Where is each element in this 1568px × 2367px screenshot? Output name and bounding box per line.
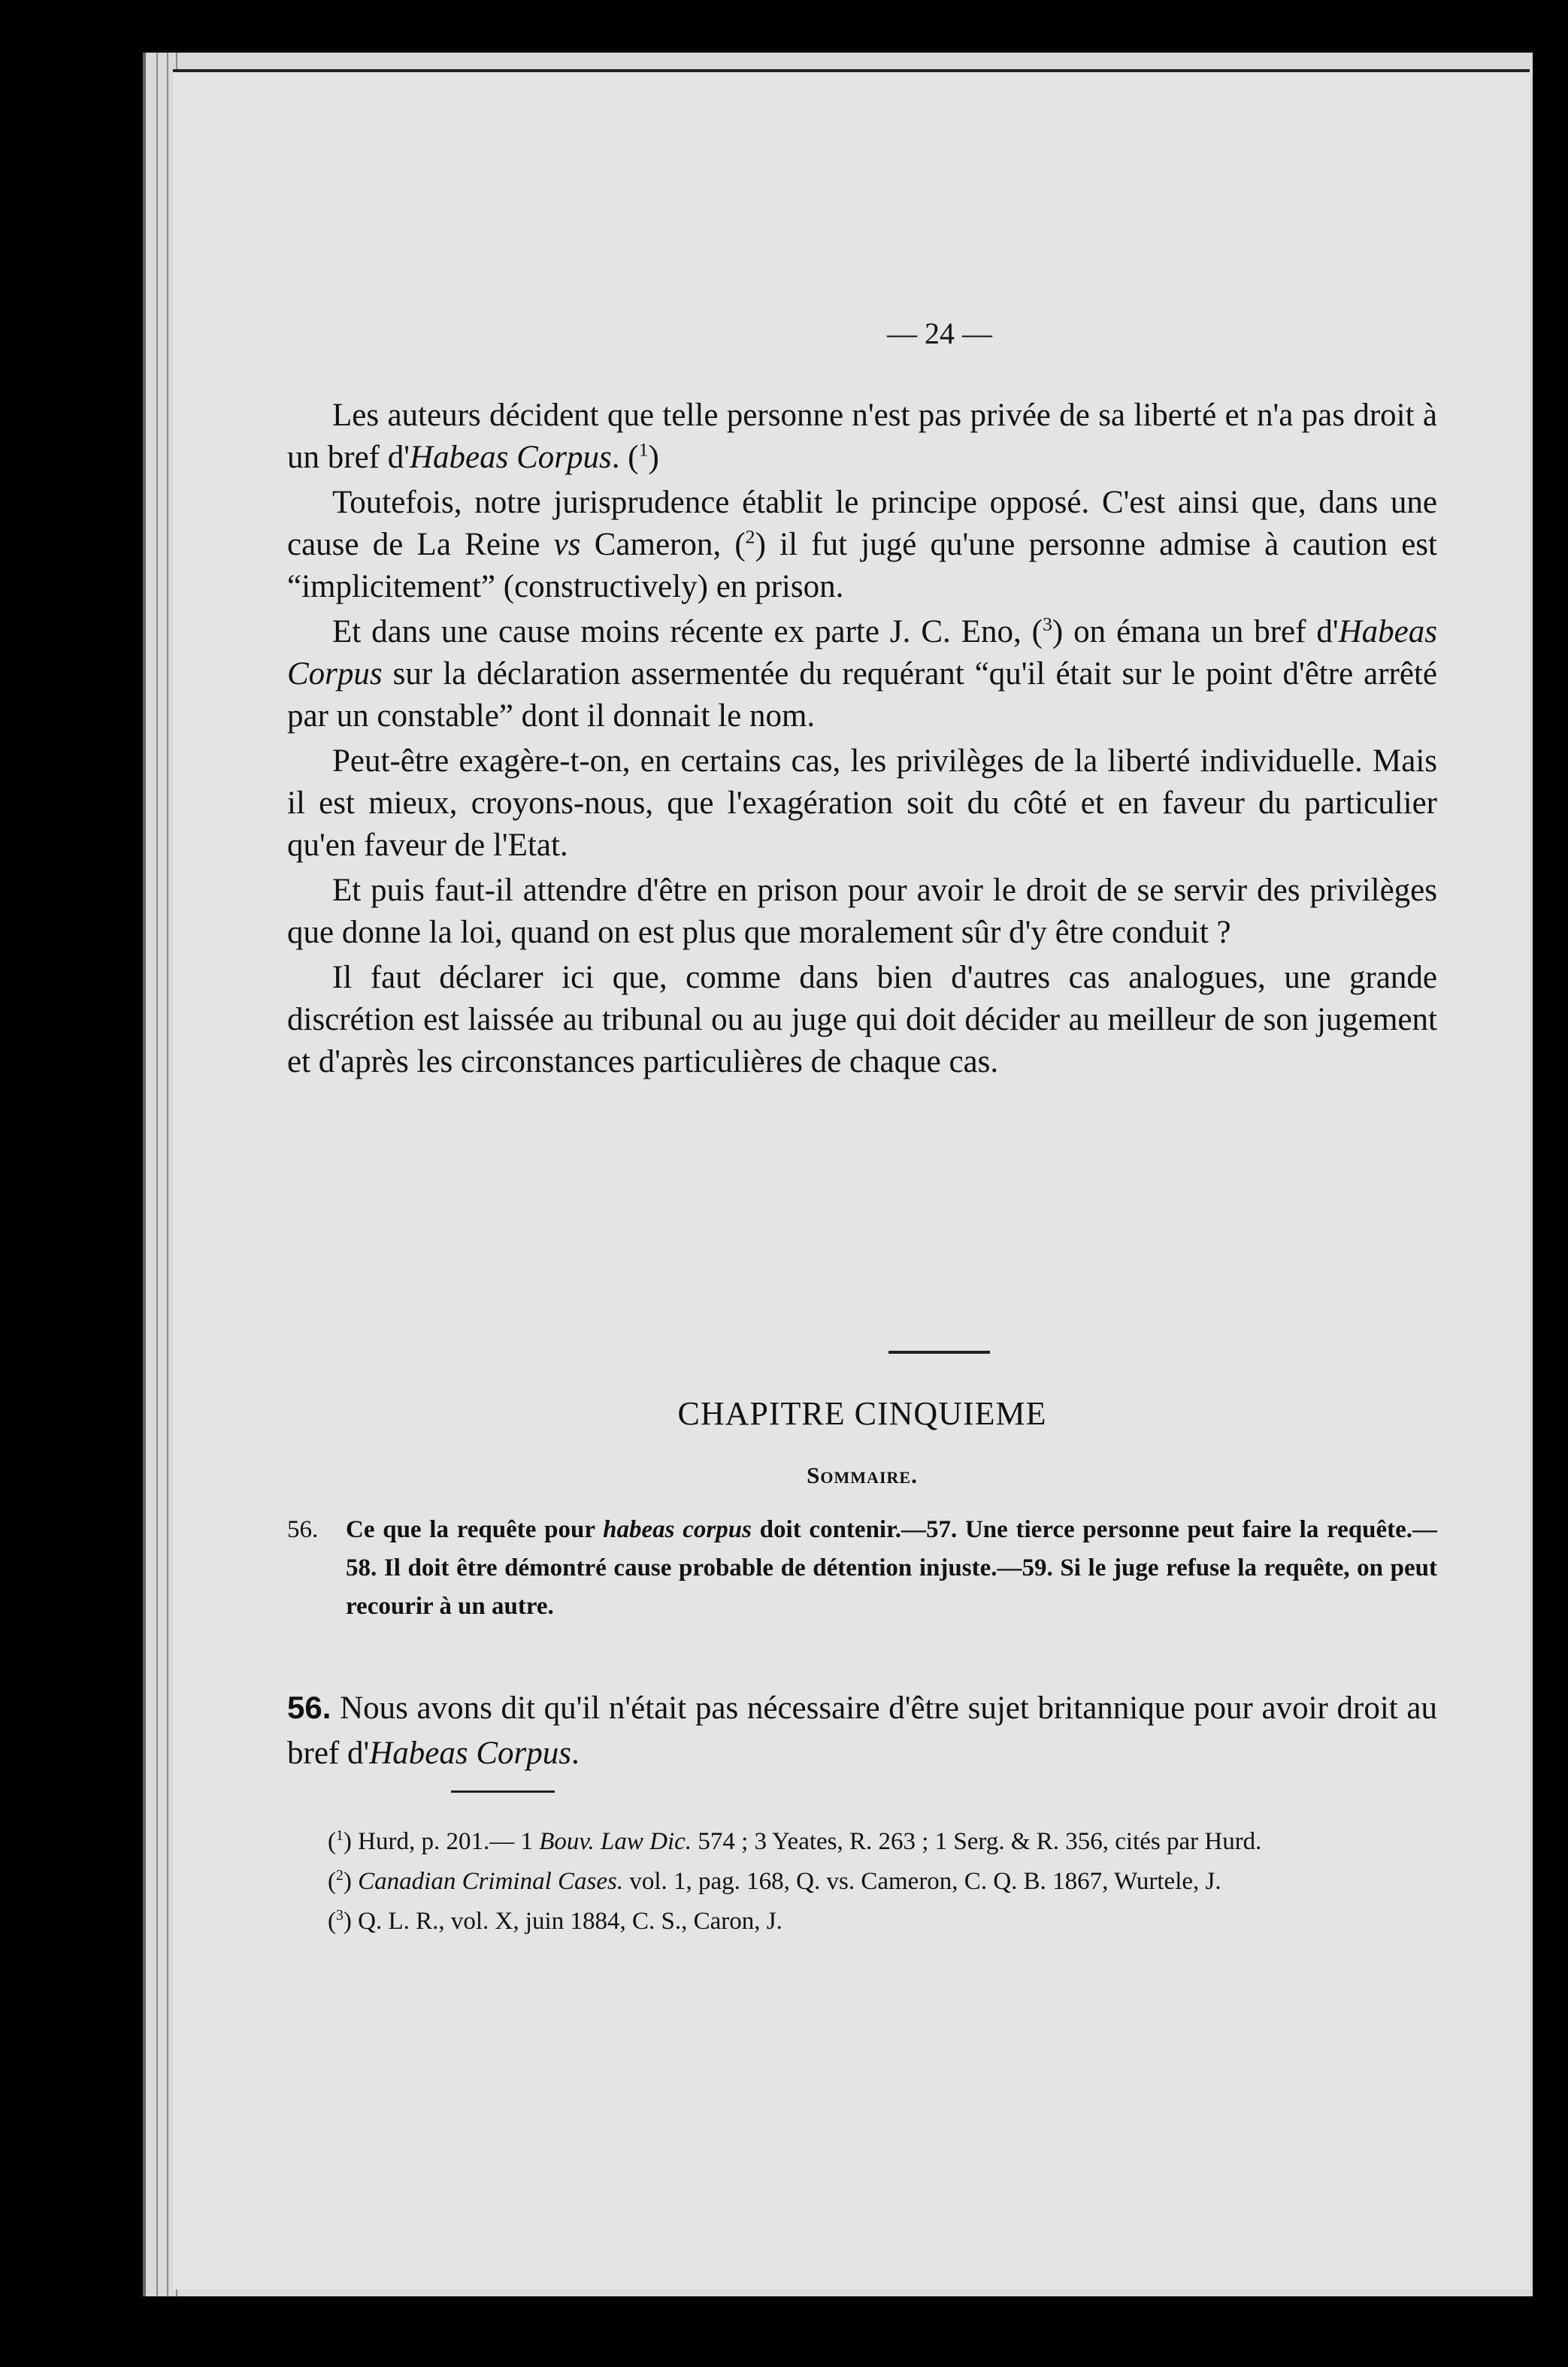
section-56-text: Nous avons dit qu'il n'était pas nécessaire d'être sujet britannique pour avoir droit au bref d'Habeas Corpus. bbox=[287, 1690, 1437, 1771]
chapter-title: CHAPITRE CINQUIEME bbox=[677, 1395, 1047, 1432]
footnotes bbox=[287, 1823, 1437, 1942]
chapter-summary bbox=[287, 1511, 1437, 1626]
paragraph: Les auteurs décident que telle personne n'est pas privée de sa liberté et n'a pas droit à un bref d'Habeas Corpus. ($^1$) bbox=[287, 398, 1437, 475]
footnote: ($^1$) Hurd, p. 201.— 1 Bouv. Law Dic. 574 ; 3 Yeates, R. 263 ; 1 Serg. & R. 356, cités par Hurd. bbox=[328, 1827, 1262, 1855]
italic-text: Habeas Corpus bbox=[369, 1736, 572, 1771]
paragraph: Peut-être exagère-t-on, en certains cas, les privilèges de la liberté individuelle. Mais il est mieux, croyons-nous, que l'exagération soit du côté et en faveur du particulier qu'en faveur de l'Etat. bbox=[287, 743, 1437, 863]
chapter-divider bbox=[888, 1351, 990, 1354]
paragraph: Toutefois, notre jurisprudence établit le principe opposé. C'est ainsi que, dans une cause de La Reine vs Cameron, ($^2$) il fut jugé qu'une personne admise à caution est “implicitement” (constructively) en prison. bbox=[287, 485, 1437, 604]
section-56-paragraph bbox=[287, 1685, 1437, 1776]
footnote-marker: 1 bbox=[638, 438, 649, 461]
italic-text: vs bbox=[553, 527, 581, 562]
body-text bbox=[287, 395, 1437, 1083]
italic-text: habeas corpus bbox=[603, 1516, 752, 1543]
page-number: — 24 — bbox=[887, 316, 992, 350]
italic-text: Habeas Corpus bbox=[409, 440, 612, 475]
paragraph: Et dans une cause moins récente ex parte J. C. Eno, ($^3$) on émana un bref d'Habeas Corpus sur la déclaration assermentée du requérant “qu'il était sur le point d'être arrêté par un constable” dont il donnait le nom. bbox=[287, 613, 1437, 734]
footnote: ($^3$) Q. L. R., vol. X, juin 1884, C. S., Caron, J. bbox=[328, 1907, 782, 1935]
footnote-marker: 1 bbox=[336, 1827, 344, 1844]
paragraph: Et puis faut-il attendre d'être en prison pour avoir le droit de se servir des privilèges que donne la loi, quand on est plus que moralement sûr d'y être conduit ? bbox=[287, 873, 1437, 950]
paragraph: Il faut déclarer ici que, comme dans bien d'autres cas analogues, une grande discrétion est laissée au tribunal ou au juge qui doit décider au meilleur de son jugement et d'après les circonstances particulières de chaque cas. bbox=[287, 960, 1437, 1079]
page-edge bbox=[156, 53, 158, 2296]
italic-text: Habeas Corpus bbox=[287, 614, 1437, 692]
summary-text: Ce que la requête pour habeas corpus doit contenir.—57. Une tierce personne peut faire la requête.—58. Il doit être démontré cause probable de détention injuste.—59. Si le juge refuse la requête, on peut recourir à un autre. bbox=[346, 1516, 1438, 1620]
footnote-marker: 2 bbox=[745, 525, 755, 548]
footnote: ($^2$) Canadian Criminal Cases. vol. 1, pag. 168, Q. vs. Cameron, C. Q. B. 1867, Wurtele, J. bbox=[328, 1867, 1221, 1895]
page-edge bbox=[167, 53, 168, 2296]
footnote-marker: 3 bbox=[336, 1907, 344, 1924]
italic-text: Bouv. Law Dic. bbox=[539, 1828, 692, 1855]
footnote-marker: 2 bbox=[336, 1867, 344, 1884]
italic-text: Canadian Criminal Cases. bbox=[358, 1868, 624, 1895]
section-number: 56. bbox=[287, 1690, 331, 1725]
summary-number: 56. bbox=[287, 1516, 319, 1543]
sommaire-heading: Sommaire. bbox=[807, 1462, 918, 1488]
footnote-marker: 3 bbox=[1043, 613, 1052, 635]
footnote-divider bbox=[451, 1790, 555, 1793]
